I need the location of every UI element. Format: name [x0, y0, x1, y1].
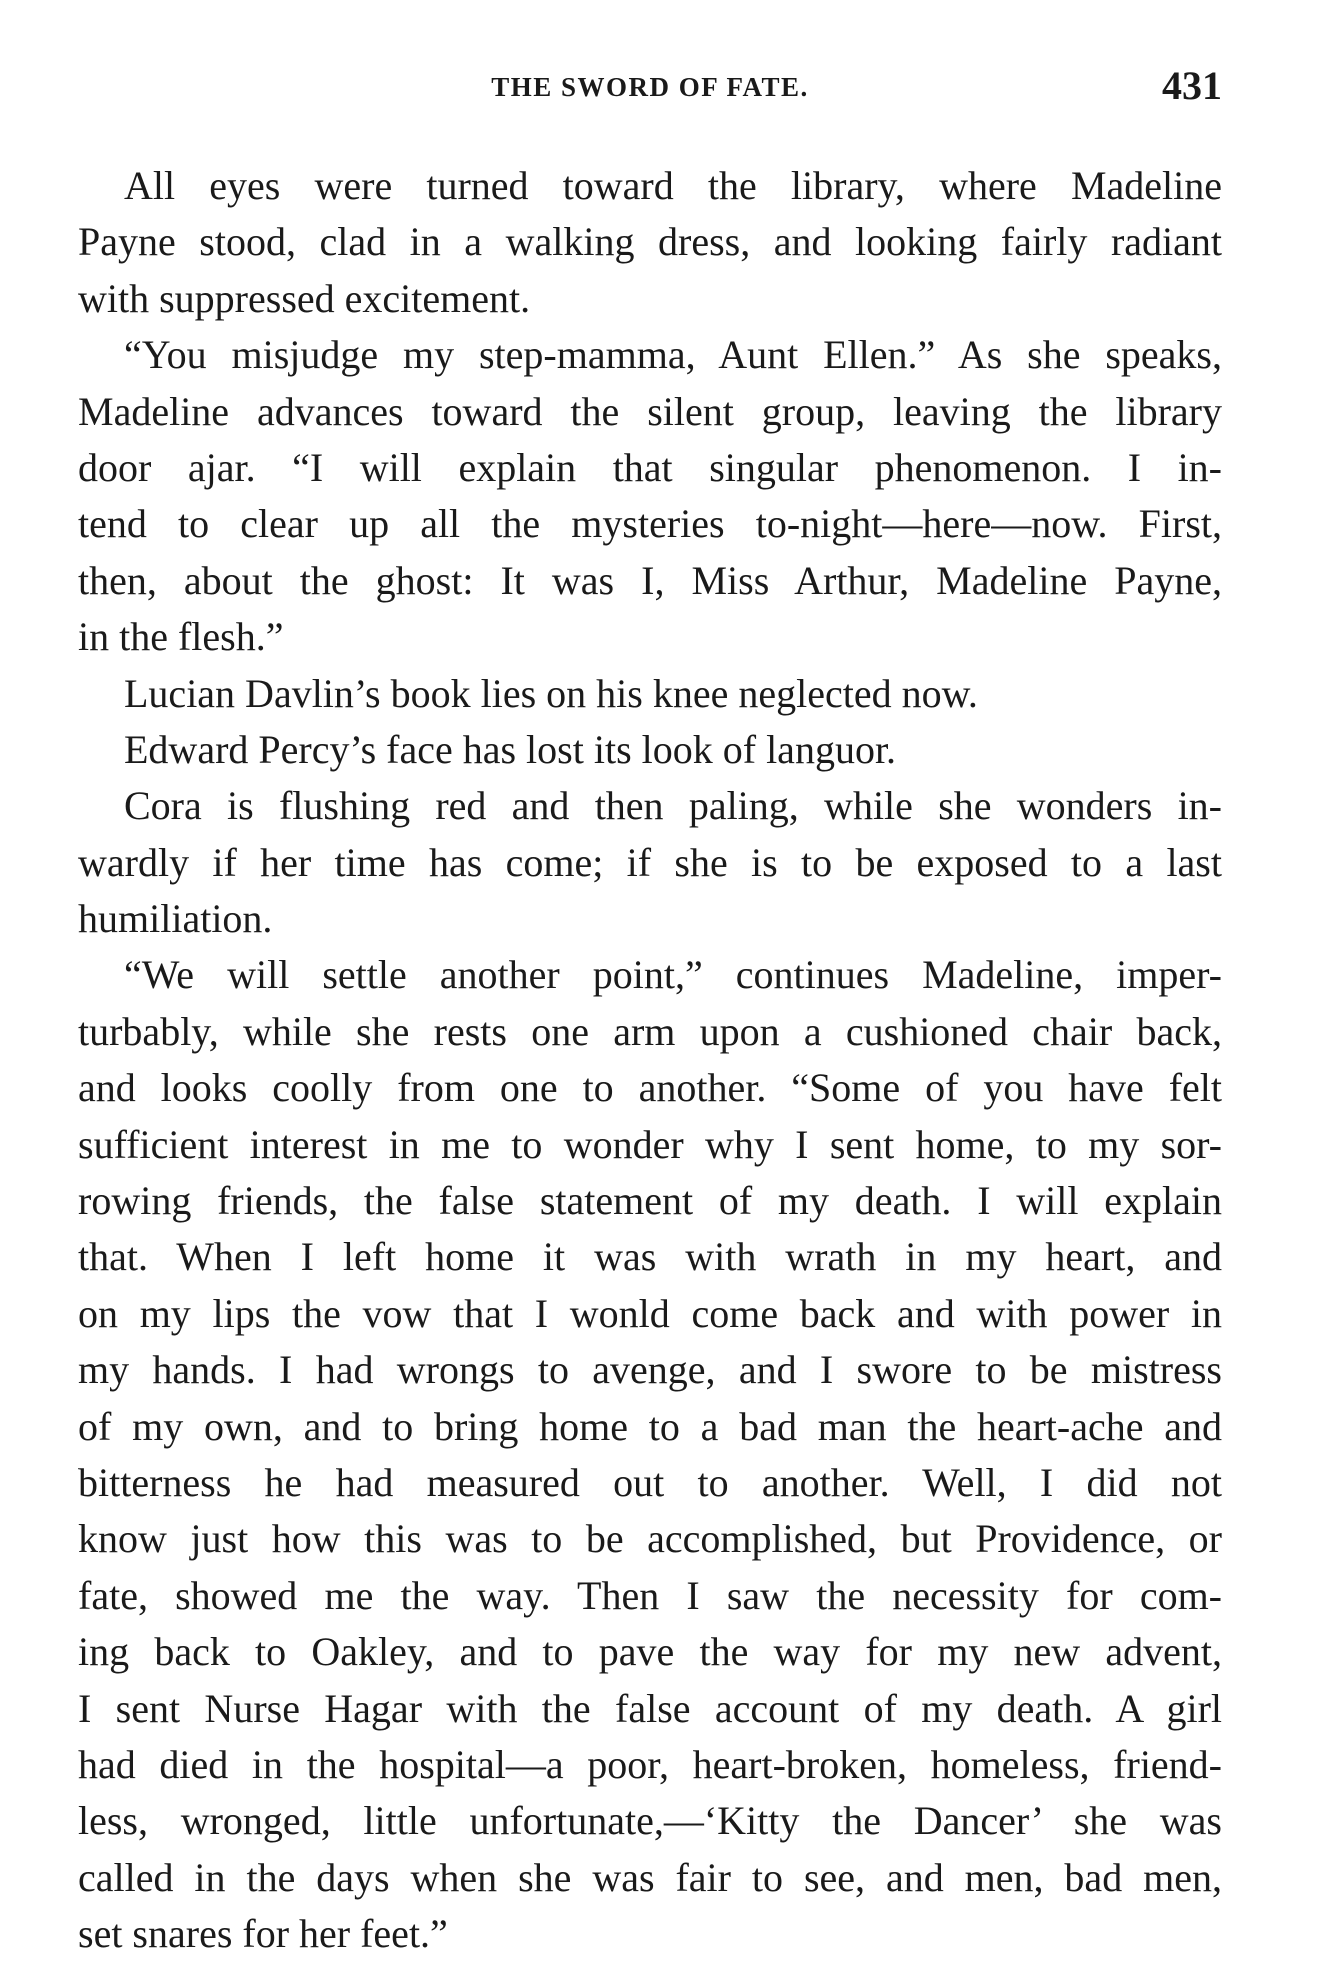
text-line: with suppressed excitement. — [78, 275, 531, 321]
text-line: my hands. I had wrongs to avenge, and I swore to be mistress — [78, 1347, 1222, 1393]
text-line: on my lips the vow that I wonld come back and with power in — [78, 1290, 1222, 1336]
text-line: and looks coolly from one to another. “Some of you have felt — [78, 1065, 1222, 1111]
text-line: fate, showed me the way. Then I saw the necessity for com- — [78, 1572, 1222, 1618]
running-title: THE SWORD OF FATE. — [491, 72, 809, 102]
text-line: Madeline advances toward the silent group, leaving the library — [78, 388, 1222, 434]
text-line: bitterness he had measured out to another. Well, I did not — [78, 1459, 1222, 1505]
text-line: of my own, and to bring home to a bad man the heart-ache and — [78, 1403, 1222, 1449]
text-line: less, wronged, little unfortunate,—‘Kitty the Dancer’ she was — [78, 1798, 1222, 1844]
text-line: then, about the ghost: It was I, Miss Arthur, Madeline Payne, — [78, 557, 1222, 603]
text-line: Edward Percy’s face has lost its look of languor. — [124, 726, 897, 772]
body-text — [78, 158, 1222, 1963]
text-line: Payne stood, clad in a walking dress, and looking fairly radiant — [78, 219, 1222, 265]
text-line: had died in the hospital—a poor, heart-broken, homeless, friend- — [78, 1741, 1222, 1787]
text-line: Cora is flushing red and then paling, while she wonders in- — [124, 783, 1222, 829]
page-header — [78, 62, 1222, 112]
text-line: door ajar. “I will explain that singular phenomenon. I in- — [78, 444, 1222, 490]
text-line: I sent Nurse Hagar with the false account of my death. A girl — [78, 1685, 1222, 1731]
text-line: rowing friends, the false statement of my death. I will explain — [78, 1178, 1222, 1224]
text-line: that. When I left home it was with wrath in my heart, and — [78, 1234, 1222, 1280]
text-line: wardly if her time has come; if she is to be exposed to a last — [78, 839, 1222, 885]
text-line: set snares for her feet.” — [78, 1911, 448, 1957]
page-number: 431 — [1162, 63, 1222, 108]
text-line: called in the days when she was fair to see, and men, bad men, — [78, 1854, 1222, 1900]
text-line: Lucian Davlin’s book lies on his knee neglected now. — [124, 670, 978, 716]
text-line: ing back to Oakley, and to pave the way for my new advent, — [78, 1629, 1222, 1675]
text-line: “We will settle another point,” continues Madeline, imper- — [124, 952, 1222, 998]
text-line: “You misjudge my step-mamma, Aunt Ellen.” As she speaks, — [124, 332, 1222, 378]
text-line: All eyes were turned toward the library, where Madeline — [124, 163, 1222, 208]
text-line: know just how this was to be accomplished, but Providence, or — [78, 1516, 1222, 1562]
text-line: tend to clear up all the mysteries to-night—here—now. First, — [78, 501, 1222, 547]
text-line: in the flesh.” — [78, 614, 284, 660]
text-line: turbably, while she rests one arm upon a cushioned chair back, — [78, 1008, 1222, 1054]
text-line: sufficient interest in me to wonder why I sent home, to my sor- — [78, 1121, 1222, 1167]
text-line: humiliation. — [78, 896, 273, 942]
